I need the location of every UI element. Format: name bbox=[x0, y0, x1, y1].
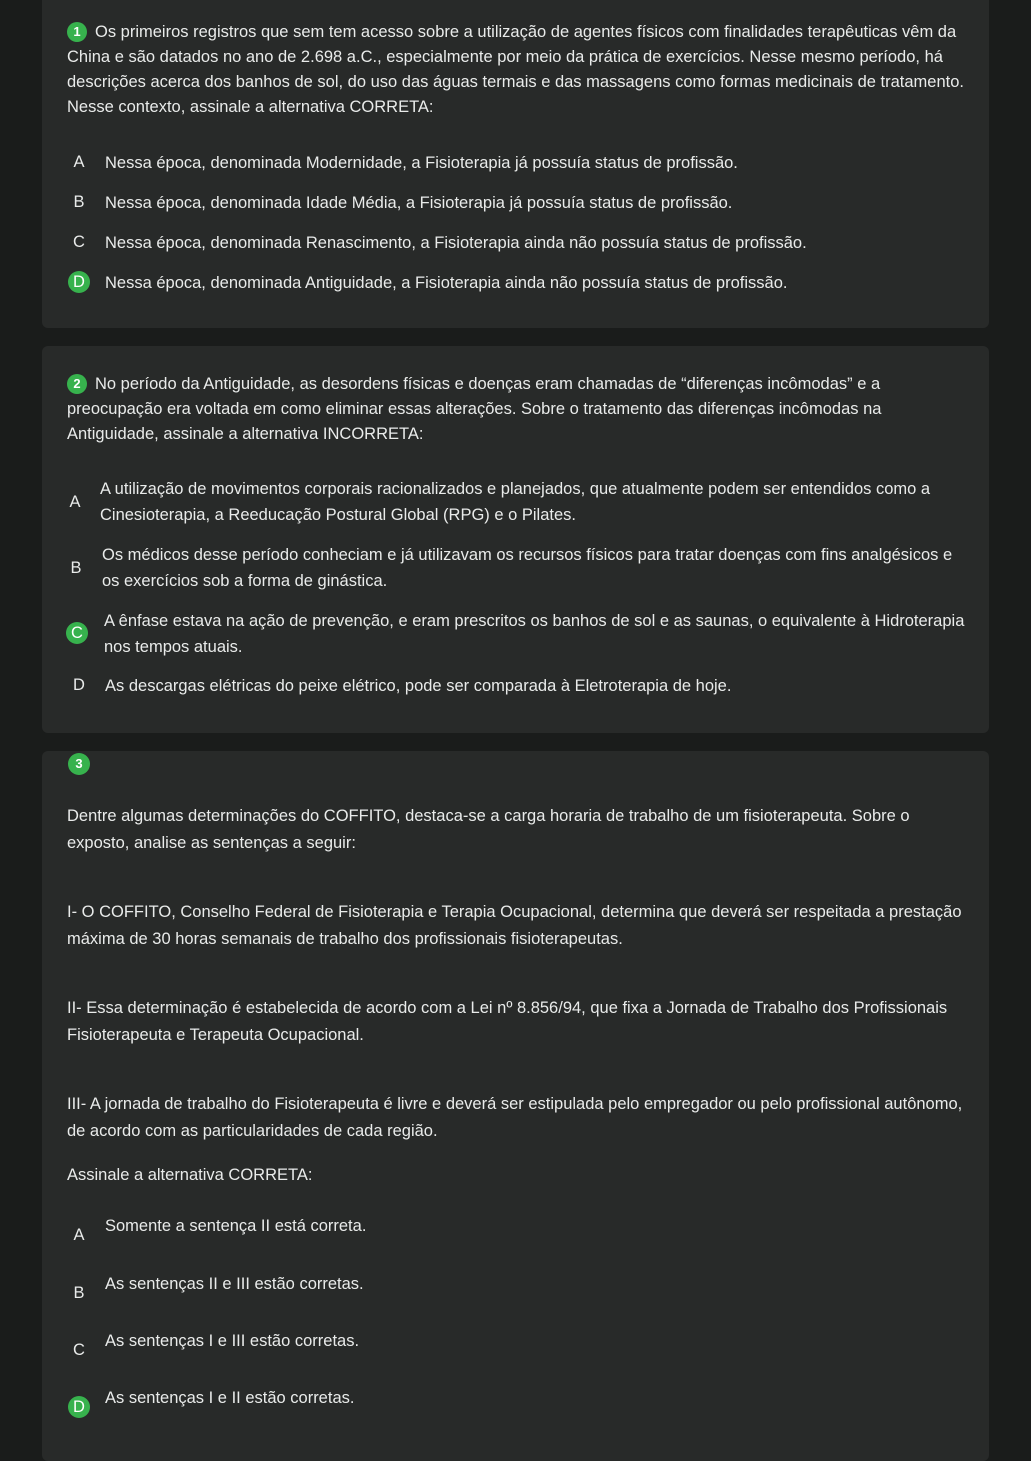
question-stem bbox=[67, 20, 972, 120]
question-number-badge: 2 bbox=[67, 374, 87, 394]
question-text: No período da Antiguidade, as desordens físicas e doenças eram chamadas de “diferenças incômodas” e a preocupação era voltada em como eliminar essas alterações. Sobre o tratamento das diferenças incômodas na Antiguidade, assinale a alternativa INCORRETA: bbox=[67, 375, 882, 443]
question-number-badge: 3 bbox=[68, 753, 90, 775]
option-letter: C bbox=[73, 233, 85, 251]
option-text: A utilização de movimentos corporais racionalizados e planejados, que atualmente podem ser entendidos como a Cinesioterapia, a Reeducação Postural Global (RPG) e o Pilates. bbox=[100, 480, 931, 524]
statement-ii: II- Essa determinação é estabelecida de acordo com a Lei nº 8.856/94, que fixa a Jornada de Trabalho dos Profissionais Fisioterapeuta e Terapeuta Ocupacional. bbox=[67, 999, 948, 1044]
question-instruction: Assinale a alternativa CORRETA: bbox=[67, 1166, 313, 1184]
question-card-2 bbox=[42, 346, 989, 733]
correct-answer-marker: C bbox=[66, 622, 88, 644]
option-letter: C bbox=[73, 1341, 85, 1359]
option-letter: A bbox=[69, 493, 81, 511]
option-text: Nessa época, denominada Modernidade, a Fisioterapia já possuía status de profissão. bbox=[105, 154, 738, 172]
option-text: As sentenças I e II estão corretas. bbox=[105, 1389, 355, 1407]
option-text: As sentenças II e III estão corretas. bbox=[105, 1275, 364, 1293]
question-text: Dentre algumas determinações do COFFITO, destaca-se a carga horaria de trabalho de um fisioterapeuta. Sobre o exposto, analise as sentenças a seguir: bbox=[67, 807, 910, 852]
option-text: Nessa época, denominada Antiguidade, a Fisioterapia ainda não possuía status de profissão. bbox=[105, 274, 788, 292]
statement-iii: III- A jornada de trabalho do Fisioterapeuta é livre e deverá ser estipulada pelo empregador ou pelo profissional autônomo, de acordo com as particularidades de cada região. bbox=[67, 1095, 963, 1140]
option-text: Nessa época, denominada Renascimento, a Fisioterapia ainda não possuía status de profissão. bbox=[105, 234, 807, 252]
option-text: As sentenças I e III estão corretas. bbox=[105, 1332, 360, 1350]
option-letter: D bbox=[73, 676, 85, 694]
statement-i: I- O COFFITO, Conselho Federal de Fisioterapia e Terapia Ocupacional, determina que deverá ser respeitada a prestação máxima de 30 horas semanais de trabalho dos profissionais fisioterapeutas. bbox=[67, 903, 962, 948]
option-letter: B bbox=[73, 193, 85, 211]
option-letter: A bbox=[73, 1226, 85, 1244]
question-card-3 bbox=[42, 751, 989, 1461]
option-text: Somente a sentença II está correta. bbox=[105, 1217, 367, 1235]
option-text: Nessa época, denominada Idade Média, a Fisioterapia já possuía status de profissão. bbox=[105, 194, 733, 212]
option-text: Os médicos desse período conheciam e já utilizavam os recursos físicos para tratar doenças com fins analgésicos e os exercícios sob a forma de ginástica. bbox=[102, 546, 953, 590]
option-letter: B bbox=[70, 559, 82, 577]
option-letter: B bbox=[73, 1284, 85, 1302]
option-text: A ênfase estava na ação de prevenção, e eram prescritos os banhos de sol e as saunas, o equivalente à Hidroterapia nos tempos atuais. bbox=[104, 612, 965, 656]
option-letter: A bbox=[73, 153, 85, 171]
question-text: Os primeiros registros que sem tem acesso sobre a utilização de agentes físicos com finalidades terapêuticas vêm da China e são datados no ano de 2.698 a.C., especialmente por meio da prática de exercícios. Nesse mesmo período, há descrições acerca dos banhos de sol, do uso das águas termais e das massagens como formas medicinais de tratamento. Nesse contexto, assinale a alternativa CORRETA: bbox=[67, 23, 964, 116]
question-card-1 bbox=[42, 0, 989, 328]
correct-answer-marker: D bbox=[68, 271, 90, 293]
question-stem bbox=[67, 372, 972, 447]
option-text: As descargas elétricas do peixe elétrico, pode ser comparada à Eletroterapia de hoje. bbox=[105, 677, 732, 695]
question-number-badge: 1 bbox=[67, 22, 87, 42]
correct-answer-marker: D bbox=[68, 1396, 90, 1418]
